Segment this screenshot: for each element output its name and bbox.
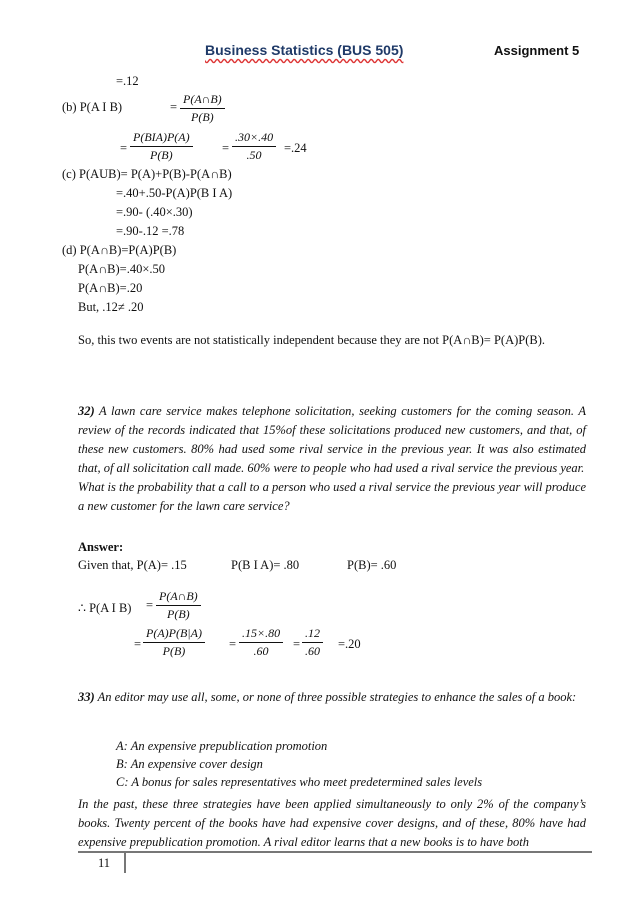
part-d-label: (d) P(A∩B)=P(A)P(B) [62,243,177,257]
assignment-label: Assignment 5 [494,43,580,58]
footer-divider [78,851,592,853]
page-number: 11 [98,856,111,870]
part-c-label: (c) P(AUB)= P(A)+P(B)-P(A∩B) [62,167,232,181]
equals-sign: = [170,100,178,114]
fraction-numerator: P(A)P(B|A) [143,626,205,643]
fraction-denominator: P(B) [191,110,214,124]
equals-sign: = [146,598,154,612]
fraction-denominator: .50 [246,148,262,162]
fraction-b3 [232,130,276,163]
question-number: 32) [78,404,95,418]
part-b-result: =.24 [284,141,307,155]
part-d-line-3: But, .12≠ .20 [78,300,144,314]
part-d-line-1: P(A∩B)=.40×.50 [78,262,166,276]
part-b-label: (b) P(A I B) [62,100,123,114]
fraction-denominator: .60 [253,644,269,658]
fraction-b2 [130,130,193,163]
given-value-2: P(B I A)= .80 [231,558,300,572]
final-result: =.20 [338,637,361,651]
question-number: 33) [78,690,95,704]
question-33-continued [78,795,586,852]
strategy-item-c: C: A bonus for sales representatives who meet predetermined sales levels [116,775,483,789]
fraction-denominator: P(B) [149,148,173,162]
fraction-denominator: .60 [305,644,320,658]
fraction-numerator: P(A∩B) [180,92,225,109]
fraction-32-3 [239,626,283,659]
therefore-label: ∴ P(A I B) [78,601,132,615]
fraction-numerator: P(BIA)P(A) [130,130,193,147]
question-text: A lawn care service makes telephone solicitation, seeking customers for the coming season. A review of the records indicated that 15%of these solicitations produced new customers, and that, of these new customers. 80% had used some rival service in the previous year. It was also estimated that, of all solicitation call made. 60% were to people who had used a rival service the previous year. [78,404,586,475]
given-values: Given that, P(A)= .15 [78,558,187,572]
fraction-numerator: .30×.40 [232,130,276,147]
fraction-numerator: .12 [302,626,323,643]
part-c-line-2: =.90- (.40×.30) [116,205,193,219]
fraction-b1 [180,92,225,125]
equals-sign: = [293,637,301,651]
part-c-line-3: =.90-.12 =.78 [116,224,185,238]
strategy-item-a: A: An expensive prepublication promotion [116,739,328,753]
part-d-line-2: P(A∩B)=.20 [78,281,143,295]
fraction-numerator: .15×.80 [239,626,283,643]
equals-sign: = [134,637,142,651]
fraction-32-4 [302,626,323,659]
previous-result: =.12 [116,74,139,88]
given-value-3: P(B)= .60 [347,558,397,572]
answer-label: Answer: [78,540,124,554]
equals-sign: = [229,637,237,651]
fraction-denominator: P(B) [162,644,186,658]
question-33 [78,688,586,707]
equals-sign: = [222,141,230,155]
question-32 [78,402,586,516]
fraction-numerator: P(A∩B) [156,589,201,606]
footer-vertical-bar [124,853,126,873]
strategy-item-b: B: An expensive cover design [116,757,263,771]
course-title: Business Statistics (BUS 505) [205,42,404,58]
equals-sign: = [120,141,128,155]
conclusion-text: So, this two events are not statistically independent because they are not P(A∩B)= P(A)P(B). [78,333,546,347]
fraction-denominator: P(B) [167,607,190,621]
question-text: In the past, these three strategies have been applied simultaneously to only 2% of the company’s books. Twenty percent of the books have had expensive cover designs, and of these, 80% have had expensive prepublication promotion. A rival editor learns that a new books is to have both [78,797,586,849]
question-text: An editor may use all, some, or none of three possible strategies to enhance the sales of a book: [97,690,577,704]
fraction-32-1 [156,589,201,622]
question-prompt: What is the probability that a call to a person who used a rival service the previous year will produce a new customer for the lawn care service? [78,480,586,513]
part-c-line-1: =.40+.50-P(A)P(B I A) [116,186,233,200]
fraction-32-2 [143,626,205,659]
